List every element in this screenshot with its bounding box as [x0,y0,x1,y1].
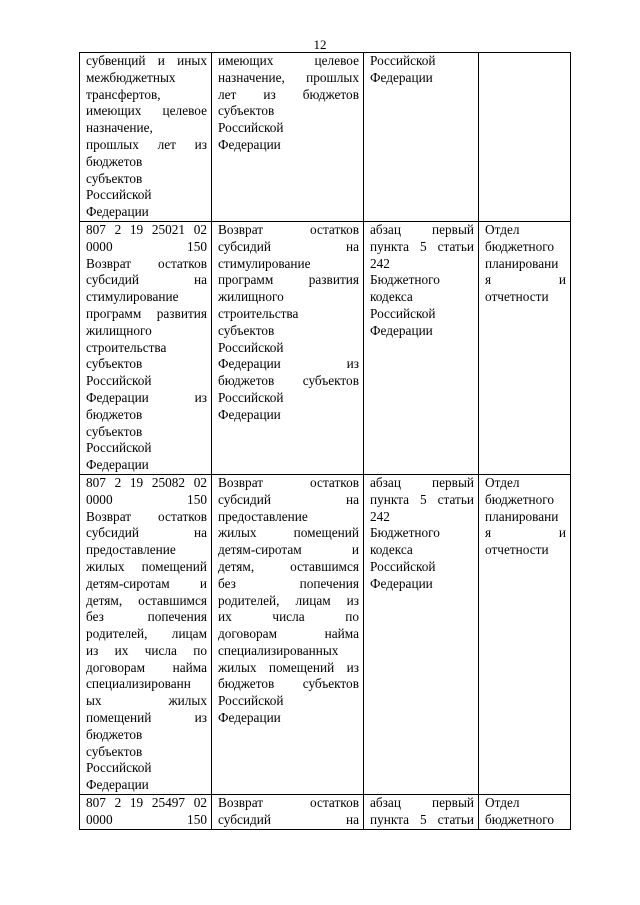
cell-text-line: субсидий на [218,491,359,507]
budget-table [79,52,571,830]
code-and-description-cell [80,474,212,794]
table-row [80,474,571,794]
cell-text-line: ых жилых [86,693,207,709]
cell-text-line: Возврат остатков [86,255,207,271]
cell-text-line: Российской [370,558,436,574]
cell-text-line: 807 2 19 25021 02 [86,221,207,237]
cell-text-line: их числа по [218,609,359,625]
cell-text-line: кодекса [370,542,413,558]
legal-basis-cell [364,221,479,474]
cell-text-line: межбюджетных [86,69,176,85]
cell-text-line: Возврат остатков [218,221,359,237]
description-cell [212,221,364,474]
cell-text-line: Российской [218,120,284,136]
cell-text-line: субъектов [86,356,143,372]
cell-text-line: стимулирование [86,289,179,305]
cell-text-line: 807 2 19 25082 02 [86,474,207,490]
cell-text-line: кодекса [370,289,413,305]
cell-text-line: 242 [370,255,390,271]
cell-text-line: помещений из [86,710,207,726]
cell-text-line: детям, оставшимся [218,558,359,574]
table-row [80,795,571,830]
cell-text-line: программ развития [218,272,359,288]
cell-text-line: имеющих целевое [218,53,359,68]
cell-text-line: бюджетного [485,491,555,507]
responsible-department-cell [479,221,571,474]
cell-text-line: бюджетов [86,406,143,422]
description-cell [212,474,364,794]
cell-text-line: бюджетного [485,238,555,254]
cell-text-line: Российской [86,187,152,203]
cell-text-line: пункта 5 статьи [370,491,474,507]
cell-text-line: Бюджетного [370,272,440,288]
cell-text-line: родителей, лицам из [218,592,359,608]
cell-text-line: Федерации [86,457,149,473]
cell-text-line: Федерации из [218,356,359,372]
cell-text-line: специализированн [86,676,191,692]
cell-text-line: детям, оставшимся [86,592,207,608]
cell-text-line: Российской [370,305,436,321]
cell-text-line: субъектов [86,743,143,759]
cell-text-line: абзац первый [370,795,474,811]
cell-text-line: Бюджетного [370,525,440,541]
cell-text-line: Федерации [218,406,281,422]
cell-text-line: субъектов [218,322,275,338]
cell-text-line: Федерации [370,575,433,591]
cell-text-line: Российской [86,760,152,776]
cell-text-line: субсидий на [86,272,207,288]
cell-text-line: пункта 5 статьи [370,238,474,254]
cell-text-line: назначение, [86,120,153,136]
cell-text-line: стимулирование [218,255,311,271]
table-body [80,53,571,830]
cell-text-line: Отдел [485,795,520,811]
cell-text-line: бюджетов [86,726,143,742]
cell-text-line: без попечения [218,575,359,591]
cell-text-line: Отдел [485,474,520,490]
cell-text-line: субъектов [86,170,143,186]
cell-text-line: жилых помещений [218,525,359,541]
description-cell [212,795,364,830]
table-row [80,53,571,222]
cell-text-line: программ развития [86,305,207,321]
cell-text-line: отчетности [485,289,549,305]
cell-text-line: Возврат остатков [218,474,359,490]
table-row [80,221,571,474]
cell-text-line: планировани [485,508,559,524]
cell-text-line: субсидий на [218,811,359,827]
cell-text-line: субсидий на [218,238,359,254]
cell-text-line: планировани [485,255,559,271]
cell-text-line: Федерации из [86,389,207,405]
cell-text-line: 0000 150 [86,811,207,827]
description-cell [212,53,364,222]
cell-text-line: родителей, лицам [86,626,207,642]
cell-text-line: Российской [370,53,436,68]
legal-basis-cell [364,53,479,222]
cell-text-line: отчетности [485,542,549,558]
cell-text-line: имеющих целевое [86,103,207,119]
cell-text-line: 0000 150 [86,491,207,507]
cell-text-line: бюджетов субъектов [218,373,359,389]
cell-text-line: бюджетного [485,811,555,827]
cell-text-line: Российской [218,389,284,405]
cell-text-line: Федерации [370,69,433,85]
code-and-description-cell [80,795,212,830]
responsible-department-cell [479,795,571,830]
page-number: 12 [313,37,327,52]
cell-text-line: детям-сиротам и [86,575,207,591]
cell-text-line: предоставление [218,508,308,524]
cell-text-line: Российской [86,440,152,456]
code-and-description-cell [80,221,212,474]
cell-text-line: жилищного [218,289,284,305]
responsible-department-cell [479,53,571,222]
cell-text-line: Федерации [370,322,433,338]
cell-text-line: абзац первый [370,221,474,237]
cell-text-line: Федерации [218,710,281,726]
cell-text-line: бюджетов [86,153,143,169]
cell-text-line: Федерации [86,204,149,220]
cell-text-line: из их числа по [86,642,207,658]
cell-text-line: договорам найма [86,659,207,675]
cell-text-line: Российской [86,373,152,389]
cell-text-line: абзац первый [370,474,474,490]
cell-text-line: назначение, прошлых [218,69,359,85]
cell-text-line: договорам найма [218,626,359,642]
cell-text-line: Российской [218,693,284,709]
cell-text-line: предоставление [86,542,176,558]
cell-text-line: специализированных [218,642,339,658]
cell-text-line: субсидий на [86,525,207,541]
cell-text-line: жилищного [86,322,152,338]
cell-text-line: Федерации [218,136,281,152]
cell-text-line: трансфертов, [86,86,161,102]
cell-text-line: Возврат остатков [86,508,207,524]
cell-text-line: лет из бюджетов [218,86,359,102]
cell-text-line: 242 [370,508,390,524]
cell-text-line: Отдел [485,221,520,237]
cell-text-line: строительства [218,305,299,321]
cell-text-line: бюджетов субъектов [218,676,359,692]
legal-basis-cell [364,474,479,794]
code-and-description-cell [80,53,212,222]
cell-text-line: Федерации [86,777,149,793]
cell-text-line: я и [485,525,566,541]
cell-text-line: я и [485,272,566,288]
cell-text-line: жилых помещений [86,558,207,574]
cell-text-line: 807 2 19 25497 02 [86,795,207,811]
cell-text-line: строительства [86,339,167,355]
cell-text-line: детям-сиротам и [218,542,359,558]
cell-text-line: субъектов [218,103,275,119]
cell-text-line: субъектов [86,423,143,439]
cell-text-line: прошлых лет из [86,136,207,152]
cell-text-line: жилых помещений из [218,659,359,675]
legal-basis-cell [364,795,479,830]
cell-text-line: без попечения [86,609,207,625]
cell-text-line: субвенций и иных [86,53,207,68]
cell-text-line: Российской [218,339,284,355]
cell-text-line: пункта 5 статьи [370,811,474,827]
cell-text-line: 0000 150 [86,238,207,254]
responsible-department-cell [479,474,571,794]
cell-text-line: Возврат остатков [218,795,359,811]
